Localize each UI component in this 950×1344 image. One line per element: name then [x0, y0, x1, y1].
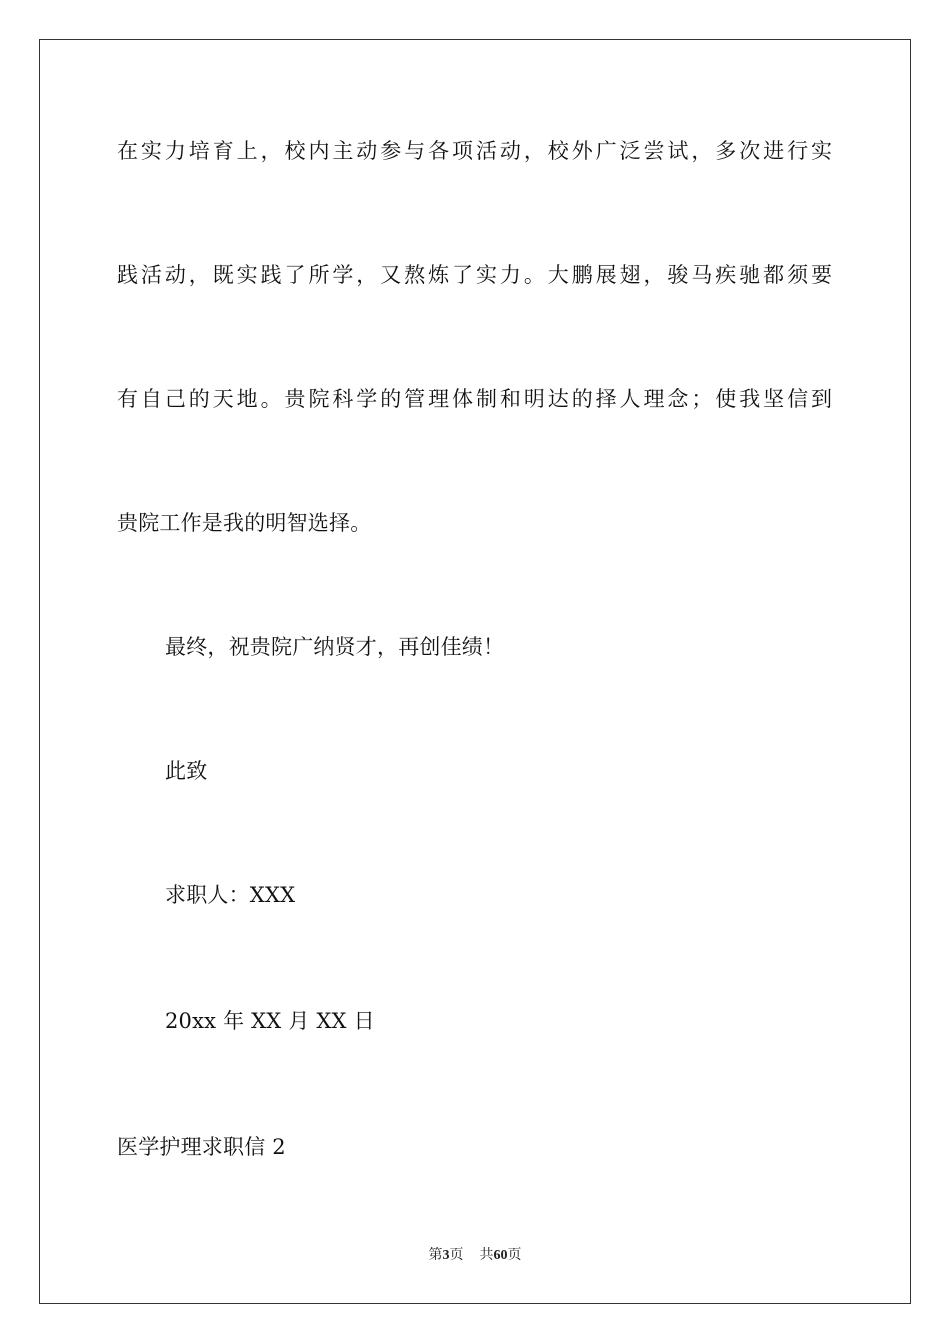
paragraph-line-1: 在实力培育上，校内主动参与各项活动，校外广泛尝试，多次进行实	[117, 139, 832, 163]
signature: 求职人：XXX	[165, 883, 296, 907]
footer-page-suffix: 页	[449, 1248, 464, 1263]
paragraph-line-2: 践活动，既实践了所学，又熬炼了实力。大鹏展翅，骏马疾驰都须要	[117, 263, 832, 287]
footer-page-total: 60	[493, 1248, 508, 1263]
page-footer	[0, 1247, 950, 1265]
letter-date: 20xx 年 XX 月 XX 日	[165, 1009, 375, 1033]
footer-total-prefix: 共	[479, 1248, 494, 1263]
next-section-title: 医学护理求职信 2	[117, 1135, 286, 1159]
closing-wish: 最终，祝贵院广纳贤才，再创佳绩！	[165, 635, 505, 659]
paragraph-line-4: 贵院工作是我的明智选择。	[117, 511, 372, 535]
footer-page-current: 3	[442, 1248, 450, 1263]
paragraph-line-3: 有自己的天地。贵院科学的管理体制和明达的择人理念；使我坚信到	[117, 387, 832, 411]
salutation: 此致	[165, 759, 208, 783]
page-border	[39, 39, 911, 1304]
footer-page-prefix: 第	[428, 1248, 443, 1263]
footer-total-suffix: 页	[507, 1248, 522, 1263]
